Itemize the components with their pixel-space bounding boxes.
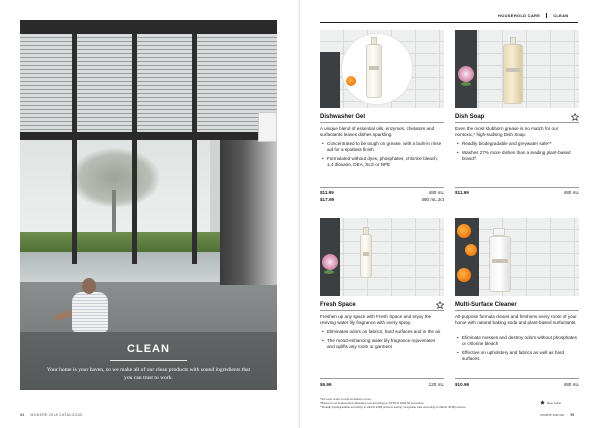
product-image [455,30,579,108]
product-card-multi-surface-cleaner [455,218,579,393]
price: $10.99 [455,382,470,387]
lifestyle-photo [20,20,277,390]
price: $9.99 [320,382,332,387]
feature-item: • Readily biodegradable and greywater safe** [455,141,579,147]
spray-nozzle [493,228,505,236]
footnote: †Based on an independent laboratory test according to ASTM D 4009-92 procedure. [320,400,425,405]
product-name: Multi-Surface Cleaner [455,302,517,308]
price-row [320,190,444,196]
price-row [320,197,444,203]
orange [457,268,471,282]
website: modere.com.au [540,413,565,417]
caption-title: CLEAN [127,343,170,355]
right-page-number: 55 [570,413,575,417]
size: 480 mL [563,190,579,195]
right-folio [540,413,574,417]
caption-text: Your home is your haven, so we make all of our clean products with sound ingredients that you can trust to work. [46,367,251,381]
product-features [455,141,579,165]
footnotes [320,398,510,409]
product-features [320,329,444,353]
orange-slice [346,76,356,86]
star-legend [540,400,562,405]
orange [457,224,471,238]
feature-item: • Effective on upholstery and fabrics as well as hard surfaces. [455,350,579,362]
multi-surface-cleaner-bottle [489,236,511,292]
product-image [320,30,444,108]
left-folio [20,413,83,417]
feature-item: • Eliminate messes and destroy odors without phosphates or chlorine bleach [455,335,579,347]
catalog-name: MODERE 2018 CATALOGUE [30,413,83,417]
window-blinds [20,34,277,134]
product-features [320,141,444,171]
flower [458,66,474,82]
section-header [498,10,568,20]
feature-item: • Formulated without dyes, phosphates, chlorine bleach, 1,4 dioxane, DEA, SLS or NPE [320,156,444,168]
star-legend-label: Best Seller [547,400,562,405]
best-seller-star-icon [540,400,545,405]
feature-item: • Washes 27% more dishes than a leading plant-based brand† [455,150,579,162]
product-image [455,218,579,296]
price: $11.99 [320,190,334,195]
product-card-dishwasher-gel [320,30,444,205]
hedge [20,232,220,252]
header-rule [320,22,578,23]
price-row [455,382,579,388]
orange [465,244,477,256]
product-image [320,218,444,296]
best-seller-star-icon [571,113,579,121]
product-name: Fresh Space [320,302,356,308]
product-description: A unique blend of essential oils, enzymes, chelators and surfactants leaves dishes sparkling. [320,126,435,137]
product-card-dish-soap [455,30,579,205]
header-category: HOUSEHOLD CARE [498,13,547,18]
feature-item: • Concentrated to be tough on grease, with a built-in rinse aid for a spotless finish [320,141,444,153]
size: 480 mL [563,382,579,387]
product-name: Dishwasher Gel [320,114,366,120]
caption-divider [110,360,187,361]
product-card-fresh-space [320,218,444,393]
size: 480 mL 2ct [421,197,444,202]
footnote: **Readily biodegradable according to OECD 301B protocol testing; Greywater safe according to OECD 301B protocol. [320,404,467,409]
person-sitting [72,292,108,332]
size: 480 mL [428,190,444,195]
feature-item: • Eliminates odors on fabrics, hard surfaces and in the air [320,329,444,335]
lamp [258,112,277,142]
footnote: *Not toxic under normal conditions of use. [320,397,372,401]
best-seller-star-icon [436,301,444,309]
product-description: Freshen up any space with Fresh Space and enjoy the reviving water lily fragrance with every spray. [320,314,432,325]
price-row [455,190,579,196]
header-section: CLEAN [553,12,569,18]
product-name: Dish Soap [455,114,485,120]
product-description: Even the most stubborn grease is no match for our nontoxic,* high-sudsing Dish Soap. [455,126,559,137]
flower [322,254,338,270]
price-row [320,382,444,388]
fresh-space-bottle [360,234,372,278]
dish-soap-bottle [503,44,523,104]
left-page-number: 54 [20,413,25,417]
price: $17.99 [320,197,335,202]
product-description: All-purpose formula cleans and freshens every room of your home with natural baking soda and plant-based surfactants. [455,314,577,325]
size: 120 mL [428,382,444,387]
product-features [455,335,579,365]
dishwasher-gel-bottle [366,44,382,98]
price: $11.99 [455,190,469,195]
feature-item: • The mood-enhancing water lily fragrance rejuvenates and uplifts any room or garment [320,338,444,350]
